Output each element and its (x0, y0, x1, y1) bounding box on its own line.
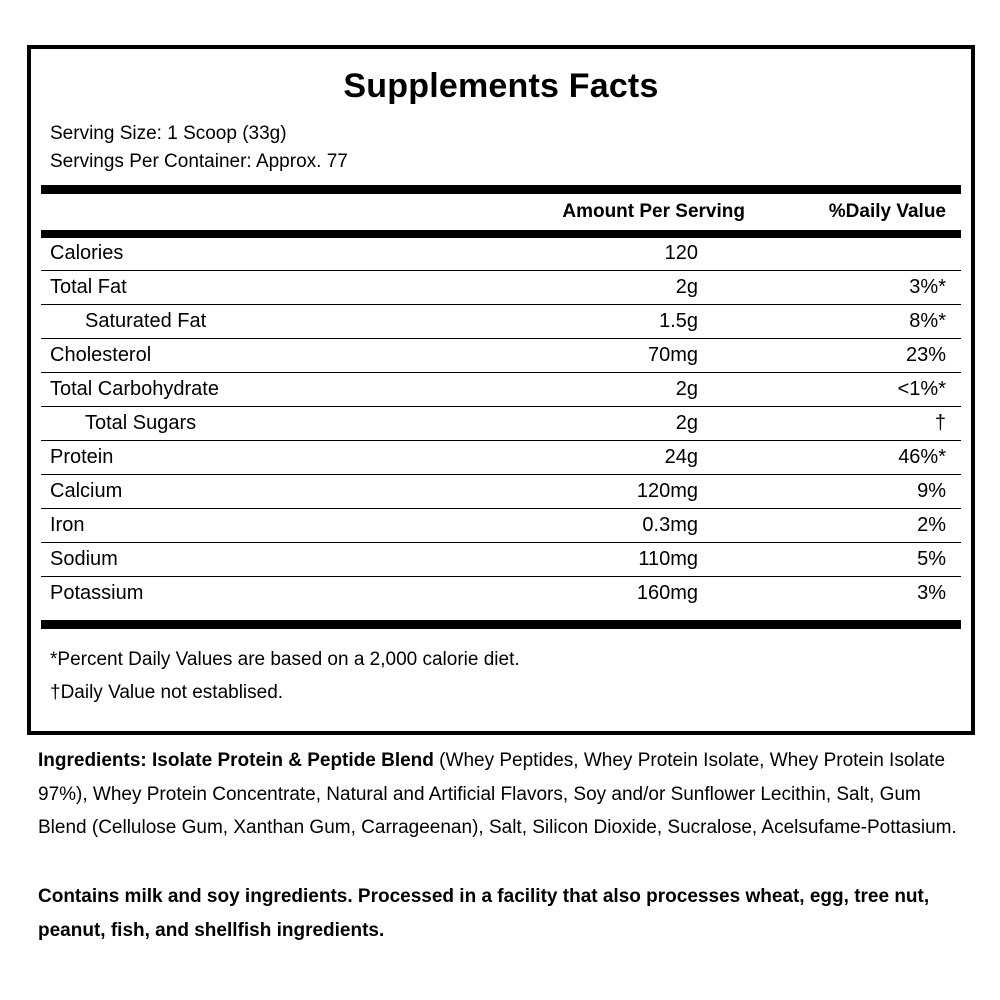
row-divider (41, 406, 961, 407)
row-divider (41, 576, 961, 577)
nutrient-daily-value: 23% (905, 344, 946, 366)
ingredients-text (38, 744, 968, 845)
nutrient-amount: 24g (664, 446, 698, 468)
row-divider (41, 372, 961, 373)
thick-divider-bottom (41, 620, 961, 629)
row-divider (41, 474, 961, 475)
nutrient-daily-value: 5% (917, 548, 946, 570)
header-amount-per-serving: Amount Per Serving (562, 201, 745, 222)
nutrient-row (41, 578, 961, 611)
nutrient-daily-value: † (934, 412, 946, 434)
nutrient-name: Calories (50, 242, 124, 264)
nutrient-name: Calcium (50, 480, 123, 502)
nutrient-daily-value: 9% (917, 480, 946, 502)
nutrient-row (41, 442, 961, 475)
nutrient-name: Total Fat (50, 276, 127, 298)
nutrient-row (41, 476, 961, 509)
row-divider (41, 304, 961, 305)
nutrient-name: Cholesterol (50, 344, 152, 366)
nutrient-amount: 1.5g (659, 310, 698, 332)
nutrient-name: Sodium (50, 548, 118, 570)
nutrient-amount: 0.3mg (642, 514, 698, 536)
footnote-not-established: †Daily Value not establised. (50, 682, 284, 703)
nutrient-daily-value: 3% (917, 582, 946, 604)
allergen-statement: Contains milk and soy ingredients. Processed in a facility that also processes wheat, egg, tree nut, peanut, fish, and shellfish ingredients. (38, 886, 930, 941)
nutrient-daily-value: 3%* (909, 276, 946, 298)
nutrient-row (41, 510, 961, 543)
nutrient-name: Saturated Fat (85, 310, 207, 332)
header-daily-value: %Daily Value (828, 201, 946, 222)
nutrient-row (41, 272, 961, 305)
nutrient-row (41, 408, 961, 441)
row-divider (41, 542, 961, 543)
nutrient-amount: 2g (675, 276, 698, 298)
row-divider (41, 270, 961, 271)
nutrient-row (41, 544, 961, 577)
ingredients-lead: Ingredients: Isolate Protein & Peptide Blend (38, 750, 434, 771)
nutrient-amount: 160mg (636, 582, 698, 604)
nutrient-daily-value: <1%* (897, 378, 946, 400)
label-title: Supplements Facts (343, 67, 659, 105)
row-divider (41, 338, 961, 339)
thick-divider-top (41, 185, 961, 194)
nutrient-row (41, 238, 961, 271)
nutrient-amount: 2g (675, 412, 698, 434)
nutrient-amount: 120mg (636, 480, 698, 502)
nutrient-name: Potassium (50, 582, 144, 604)
nutrient-amount: 110mg (638, 548, 698, 570)
nutrient-name: Total Sugars (85, 412, 197, 434)
footnote-daily-values: *Percent Daily Values are based on a 2,000 calorie diet. (50, 649, 520, 670)
serving-size: Serving Size: 1 Scoop (33g) (50, 123, 287, 144)
row-divider (41, 440, 961, 441)
nutrient-daily-value: 2% (917, 514, 946, 536)
nutrient-row (41, 306, 961, 339)
nutrient-name: Protein (50, 446, 114, 468)
nutrient-row (41, 340, 961, 373)
nutrient-amount: 120 (664, 242, 698, 264)
nutrient-daily-value: 8%* (909, 310, 946, 332)
thick-divider-header (41, 230, 961, 238)
servings-per-container: Servings Per Container: Approx. 77 (50, 151, 348, 172)
nutrient-amount: 70mg (647, 344, 698, 366)
row-divider (41, 508, 961, 509)
supplement-facts-panel (27, 45, 975, 735)
nutrient-daily-value: 46%* (898, 446, 946, 468)
ingredients-body: (Whey Peptides, Whey Protein Isolate, Whey Protein Isolate 97%), Whey Protein Concentrate, Natural and Artificial Flavors, Soy and/or Sunflower Lecithin, Salt, Gum Blend (Cellulose Gum, Xanthan Gum, Carrageenan), Salt, Silicon Dioxide, Sucralose, Acelsufame-Pottasium. (38, 750, 957, 839)
nutrient-name: Total Carbohydrate (50, 378, 219, 400)
nutrient-amount: 2g (675, 378, 698, 400)
nutrient-name: Iron (50, 514, 85, 536)
nutrient-row (41, 374, 961, 407)
